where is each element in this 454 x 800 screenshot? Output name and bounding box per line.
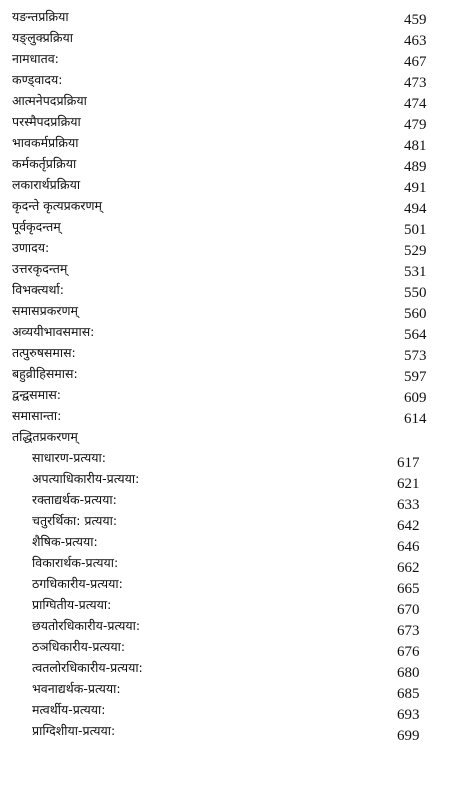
toc-entry-title: समासप्रकरणम् bbox=[12, 303, 78, 318]
toc-entry bbox=[0, 216, 454, 237]
toc-entry-title: बहुव्रीहिसमास: bbox=[12, 366, 78, 381]
toc-entry-title: कृदन्ते कृत्यप्रकरणम् bbox=[12, 198, 102, 213]
toc-entry bbox=[0, 132, 454, 153]
toc-entry-title: तत्पुरुषसमास: bbox=[12, 345, 76, 360]
toc-entry bbox=[0, 153, 454, 174]
toc-entry-page-number: 693 bbox=[397, 707, 420, 723]
toc-entry-title: लकारार्थप्रक्रिया bbox=[12, 177, 81, 192]
toc-entry-title: भवनाद्यर्थक-प्रत्यया: bbox=[32, 681, 121, 696]
toc-entry-page-number: 621 bbox=[397, 476, 420, 492]
toc-entry-page-number: 491 bbox=[404, 180, 427, 196]
toc-entry-title: उणादय: bbox=[12, 240, 50, 255]
toc-entry-title: चतुरर्थिका: प्रत्यया: bbox=[32, 513, 118, 528]
toc-entry-title: ठगधिकारीय-प्रत्यया: bbox=[32, 576, 123, 591]
toc-entry-title: रक्ताद्यर्थक-प्रत्यया: bbox=[32, 492, 117, 507]
toc-entry bbox=[0, 342, 454, 363]
toc-subentry bbox=[0, 510, 454, 534]
toc-entry-page-number: 597 bbox=[404, 369, 427, 385]
toc-entry bbox=[0, 321, 454, 342]
toc-entry-page-number: 573 bbox=[404, 348, 427, 364]
toc-entry-title: उत्तरकृदन्तम् bbox=[12, 261, 68, 276]
toc-entry-page-number: 463 bbox=[404, 33, 427, 49]
toc-entry-page-number: 676 bbox=[397, 644, 420, 660]
toc-subentry bbox=[0, 594, 454, 618]
toc-subentry bbox=[0, 678, 454, 702]
toc-entry-title: द्वन्द्वसमास: bbox=[12, 387, 61, 402]
toc-subentry bbox=[0, 552, 454, 576]
toc-entry-page-number: 529 bbox=[404, 243, 427, 259]
toc-entry-title: अव्ययीभावसमास: bbox=[12, 324, 95, 339]
toc-entry-page-number: 665 bbox=[397, 581, 420, 597]
toc-subentry bbox=[0, 699, 454, 723]
toc-entry-page-number: 662 bbox=[397, 560, 420, 576]
toc-entry-page-number: 564 bbox=[404, 327, 427, 343]
toc-entry-title: पूर्वकृदन्तम् bbox=[12, 219, 61, 234]
toc-entry-page-number: 614 bbox=[404, 411, 427, 427]
toc-entry-page-number: 481 bbox=[404, 138, 427, 154]
toc-entry bbox=[0, 27, 454, 48]
toc-entry bbox=[0, 90, 454, 111]
toc-entry bbox=[0, 111, 454, 132]
toc-entry bbox=[0, 69, 454, 90]
toc-entry-page-number: 494 bbox=[404, 201, 427, 217]
toc-entry-page-number: 617 bbox=[397, 455, 420, 471]
toc-entry-title: कण्ड्वादय: bbox=[12, 72, 63, 87]
toc-entry-title: प्राग्घितीय-प्रत्यया: bbox=[32, 597, 112, 612]
toc-entry-title: त्वतलोरधिकारीय-प्रत्यया: bbox=[32, 660, 143, 675]
toc-entry-title: समासान्ता: bbox=[12, 408, 62, 423]
toc-entry bbox=[0, 6, 454, 27]
toc-entry-title: विकारार्थक-प्रत्यया: bbox=[32, 555, 119, 570]
toc-subentry bbox=[0, 720, 454, 744]
toc-entry-title: प्राग्दिशीया-प्रत्यया: bbox=[32, 723, 116, 738]
toc-entry bbox=[0, 258, 454, 279]
toc-entry-title: मत्वर्थीय-प्रत्यया: bbox=[32, 702, 106, 717]
toc-entry-title: तद्धितप्रकरणम् bbox=[12, 429, 78, 444]
toc-entry-page-number: 646 bbox=[397, 539, 420, 555]
toc-subentry bbox=[0, 573, 454, 597]
toc-entry-title: यङन्तप्रक्रिया bbox=[12, 9, 69, 24]
toc-entry-page-number: 680 bbox=[397, 665, 420, 681]
toc-entry-title: विभक्त्यर्था: bbox=[12, 282, 64, 297]
toc-subentry bbox=[0, 447, 454, 471]
toc-entry-page-number: 550 bbox=[404, 285, 427, 301]
toc-subentry bbox=[0, 657, 454, 681]
toc-entry-page-number: 609 bbox=[404, 390, 427, 406]
toc-section-heading bbox=[0, 426, 454, 447]
toc-entry-title: शैषिक-प्रत्यया: bbox=[32, 534, 98, 549]
toc-entry bbox=[0, 279, 454, 300]
toc-entry-page-number: 560 bbox=[404, 306, 427, 322]
toc-entry bbox=[0, 48, 454, 69]
toc-entry bbox=[0, 237, 454, 258]
toc-entry-page-number: 699 bbox=[397, 728, 420, 744]
toc-entry-title: कर्मकर्तृप्रक्रिया bbox=[12, 156, 77, 171]
toc-entry-page-number: 685 bbox=[397, 686, 420, 702]
toc-entry bbox=[0, 405, 454, 426]
toc-entry-page-number: 459 bbox=[404, 12, 427, 28]
toc-entry-title: आत्मनेपदप्रक्रिया bbox=[12, 93, 87, 108]
toc-entry bbox=[0, 174, 454, 195]
table-of-contents bbox=[0, 6, 454, 744]
toc-entry-page-number: 489 bbox=[404, 159, 427, 175]
toc-subentry bbox=[0, 531, 454, 555]
toc-entry-page-number: 474 bbox=[404, 96, 427, 112]
toc-entry-title: साधारण-प्रत्यया: bbox=[32, 450, 106, 465]
toc-entry bbox=[0, 195, 454, 216]
toc-subentry bbox=[0, 615, 454, 639]
toc-entry-title: अपत्याधिकारीय-प्रत्यया: bbox=[32, 471, 140, 486]
toc-entry-title: भावकर्मप्रक्रिया bbox=[12, 135, 79, 150]
toc-entry-title: नामधातव: bbox=[12, 51, 59, 66]
toc-entry-page-number: 501 bbox=[404, 222, 427, 238]
toc-entry-page-number: 467 bbox=[404, 54, 427, 70]
toc-entry-page-number: 673 bbox=[397, 623, 420, 639]
toc-entry bbox=[0, 363, 454, 384]
toc-entry-title: छयतोरधिकारीय-प्रत्यया: bbox=[32, 618, 141, 633]
toc-subentry bbox=[0, 636, 454, 660]
toc-entry bbox=[0, 384, 454, 405]
toc-entry-page-number: 531 bbox=[404, 264, 427, 280]
toc-subentry bbox=[0, 489, 454, 513]
toc-entry-page-number: 633 bbox=[397, 497, 420, 513]
toc-entry-page-number: 479 bbox=[404, 117, 427, 133]
toc-entry-title: यङ्लुक्प्रक्रिया bbox=[12, 30, 74, 45]
toc-entry-title: परस्मैपदप्रक्रिया bbox=[12, 114, 81, 129]
toc-entry bbox=[0, 300, 454, 321]
toc-entry-title: ठञधिकारीय-प्रत्यया: bbox=[32, 639, 126, 654]
toc-entry-page-number: 473 bbox=[404, 75, 427, 91]
toc-entry-page-number: 670 bbox=[397, 602, 420, 618]
toc-entry-page-number: 642 bbox=[397, 518, 420, 534]
toc-subentry bbox=[0, 468, 454, 492]
